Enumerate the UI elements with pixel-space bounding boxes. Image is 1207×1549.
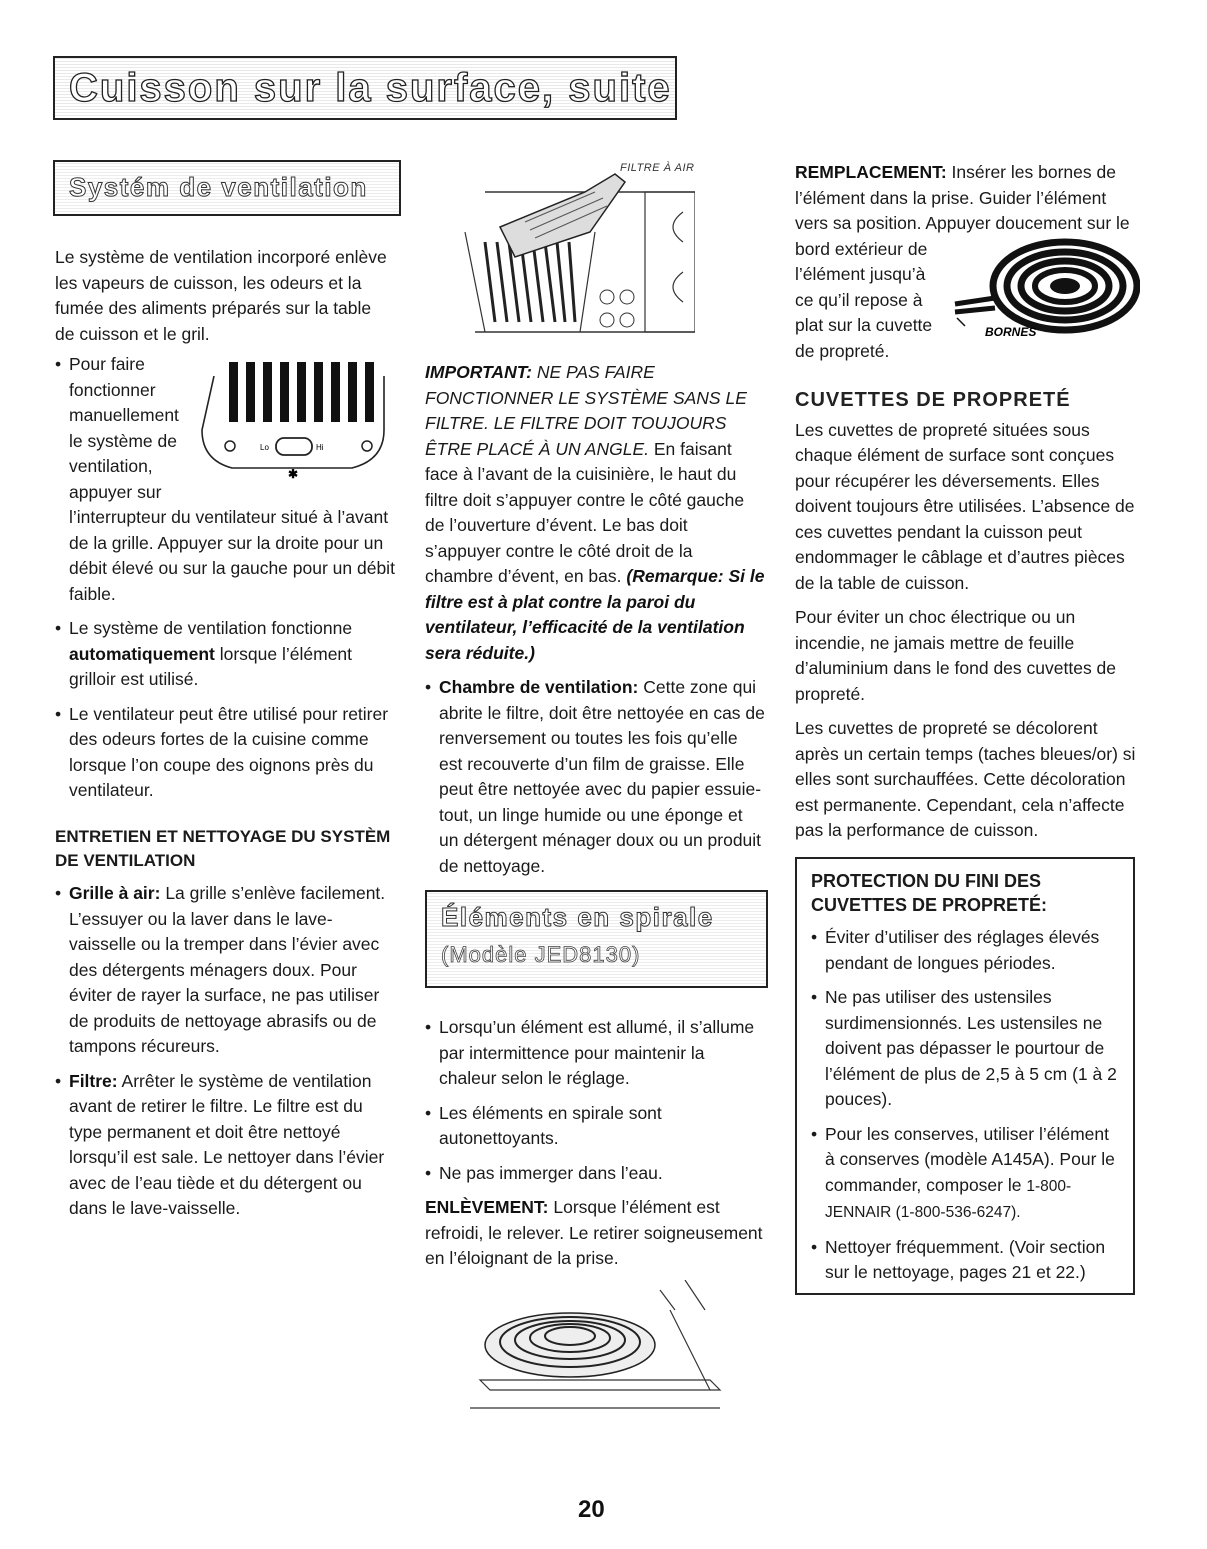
bullet-line [55, 352, 215, 378]
bullet-text: La grille s’enlève facilement. L’essuyer ou la laver dans le lave-vaisselle ou la tremper dans l’évier avec des détergents ménagers doux. Pour éviter de rayer la surface, ne pas utiliser de produits de nettoyage abrasifs ou de tampons récureurs. [69, 883, 386, 1056]
chambre-bullet [425, 675, 765, 879]
cuvettes-p3: Les cuvettes de propreté se décolorent après un certain temps (taches bleues/or) si elles sont surchauffées. Cette décoloration est permanente. Cependant, cela n’affecte pas la performance de cuisson. [795, 718, 1136, 840]
cuvettes-block [795, 388, 1140, 853]
filtre-label: Filtre: [69, 1070, 118, 1091]
chambre-label: Chambre de ventilation: [439, 677, 639, 697]
ventilation-heading: Systém de ventilation [69, 172, 368, 202]
entretien-block [55, 825, 395, 1231]
bullet-text: Pour faire [69, 354, 145, 374]
protection-box [795, 857, 1135, 1295]
spirale-block [425, 1015, 765, 1281]
important-label: IMPORTANT: [425, 362, 532, 382]
ventilation-heading-box [53, 160, 401, 216]
page-number: 20 [578, 1496, 605, 1523]
remplacement-line-5: plat sur la cuvette [795, 315, 933, 335]
ventilation-bullets [55, 505, 395, 813]
protection-bullet-1: • Éviter d’utiliser des réglages élevés pendant de longues périodes. [811, 925, 1123, 976]
important-text: NE PAS FAIRE FONCTIONNER LE SYSTÈME SANS LE FILTRE. LE FILTRE DOIT TOUJOURS ÊTRE PLACÉ À UN ANGLE. [425, 362, 747, 459]
protection-heading-1: PROTECTION DU FINI DES [811, 871, 1042, 891]
remplacement-label: REMPLACEMENT: [795, 162, 947, 182]
ventilation-bullet-1-lines [55, 352, 215, 505]
protection-bullet-4: • Nettoyer fréquemment. (Voir section sur le nettoyage, pages 21 et 22.) [811, 1235, 1123, 1286]
filter-figure-label: FILTRE À AIR [620, 162, 695, 174]
cuvettes-heading: CUVETTES DE PROPRETÉ [795, 389, 1071, 411]
svg-text:✱: ✱ [288, 467, 299, 480]
bullet-text: Pour les conserves, utiliser l’élément à conserves (modèle A145A). Pour le commander, composer le [825, 1123, 1115, 1195]
coil-element-illustration [945, 238, 1140, 338]
remplacement-line-3: l’élément jusqu’à [795, 264, 926, 284]
protection-bullet-3 [811, 1122, 1123, 1226]
protection-content [811, 869, 1123, 1295]
filtre-bullet [55, 1069, 395, 1222]
bullet-text: Cette zone qui abrite le filtre, doit être nettoyée en cas de renversement ou toutes les fois qu’elle est recouverte d’un film de graisse. Elle peut être nettoyée avec du papier essuie-tout, un linge humide ou une éponge et un détergent ménager doux ou un produit de nettoyage. [439, 677, 765, 876]
bullet-text: Arrêter le système de ventilation avant de retirer le filtre. Le filtre est du type permanent et doit être nettoyé lorsqu’il est sale. Le nettoyer dans l’évier avec de l’eau tiède et du détergent ou dans le lave-vaisselle. [69, 1070, 385, 1218]
phone-number: 1-800-JENNAIR (1-800-536-6247). [825, 1177, 1072, 1221]
bullet-text: appuyer sur [69, 481, 162, 502]
ventilation-intro-block [55, 245, 395, 356]
switch-lo-label: Lo [260, 443, 269, 452]
bullet-text: le système de [69, 430, 177, 451]
protection-heading-2: CUVETTES DE PROPRETÉ: [811, 895, 1048, 915]
remplacement-line-2: bord extérieur de [795, 238, 928, 259]
spirale-bullet-1: • Lorsqu’un élément est allumé, il s’allume par intermittence pour maintenir la chaleur selon le réglage. [425, 1015, 765, 1092]
spirale-model: (Modèle JED8130) [441, 942, 641, 967]
enlevement-label: ENLÈVEMENT: [425, 1197, 549, 1217]
entretien-heading-2: DE VENTILATION [55, 851, 196, 870]
air-filter-illustration [455, 172, 695, 342]
remplacement-paragraph [795, 160, 1135, 237]
enlevement-text: Lorsque l’élément est refroidi, le relever. Le retirer soigneusement en l’éloignant de la prise. [425, 1197, 763, 1268]
bullet-text: manuellement [69, 405, 179, 425]
remplacement-text: Insérer les bornes de l’élément dans la prise. Guider l’élément vers sa position. Appuyer doucement sur le [795, 162, 1130, 233]
cuvettes-p2: Pour éviter un choc électrique ou un incendie, ne jamais mettre de feuille d’aluminium dans le fond des cuvettes de propreté. [795, 607, 1117, 704]
important-cont: En faisant face à l’avant de la cuisinière, le haut du filtre doit s’appuyer contre le côté gauche de l’ouverture d’évent. Le bas doit s’appuyer contre le côté droit de la chambre d’évent, en bas. [425, 438, 745, 586]
spirale-heading-box [425, 890, 768, 988]
remplacement-line-4: ce qu’il repose à [795, 289, 923, 310]
important-block [425, 360, 765, 888]
page-title: Cuisson sur la surface, suite [69, 66, 672, 110]
ventilation-intro: Le système de ventilation incorporé enlève les vapeurs de cuisson, les odeurs et la fumée des aliments préparés sur la table de cuisson et le gril. [55, 247, 387, 344]
bornes-label: BORNES [985, 325, 1037, 338]
ventilation-bullet-3: • Le ventilateur peut être utilisé pour retirer des odeurs fortes de la cuisine comme lorsque l’on coupe des oignons près du ventilateur. [55, 702, 395, 804]
bullet-bold: automatiquement [69, 643, 215, 664]
entretien-heading-1: ENTRETIEN ET NETTOYAGE DU SYSTÈM [55, 827, 391, 846]
bullet-text: lorsque l’élément grilloir est utilisé. [69, 643, 353, 689]
grille-bullet [55, 881, 395, 1060]
spirale-heading: Éléments en spirale [441, 902, 714, 932]
protection-bullet-2: • Ne pas utiliser des ustensiles surdimensionnés. Les ustensiles ne doivent pas dépasser le pourtour de l’élément de plus de 2,5 à 5 cm (1 à 2 pouces). [811, 985, 1123, 1113]
bullet-text: Le système de ventilation fonctionne [69, 618, 353, 638]
cuvettes-p1: Les cuvettes de propreté situées sous chaque élément de surface sont conçues pour récupérer les déversements. Elles doivent toujours être utilisées. L’absence de ces cuvettes pendant la cuisson peut endommager le câblage et d’autres pièces de la table de cuisson. [795, 419, 1135, 593]
grille-label: Grille à air: [69, 883, 161, 903]
fan-switch-illustration [192, 356, 392, 480]
remarque-text: (Remarque: Si le filtre est à plat contre la paroi du ventilateur, l’efficacité de la ventilation sera réduite.) [425, 566, 765, 663]
coil-removal-illustration [470, 1280, 730, 1420]
spirale-bullet-2: • Les éléments en spirale sont autonettoyants. [425, 1101, 765, 1152]
ventilation-bullet-2 [55, 616, 395, 693]
bullet-text: fonctionner [69, 379, 156, 400]
enlevement-paragraph [425, 1195, 765, 1272]
ventilation-bullet-1-rest: l’interrupteur du ventilateur situé à l’avant de la grille. Appuyer sur la droite pour un débit élevé ou sur la gauche pour un débit faible. [69, 507, 395, 604]
important-paragraph [425, 360, 765, 666]
bullet-text: ventilation, [69, 456, 153, 476]
switch-hi-label: Hi [316, 443, 324, 452]
spirale-bullet-3: • Ne pas immerger dans l’eau. [425, 1161, 765, 1187]
remplacement-line-6: de propreté. [795, 340, 890, 361]
page-title-banner [53, 56, 677, 120]
